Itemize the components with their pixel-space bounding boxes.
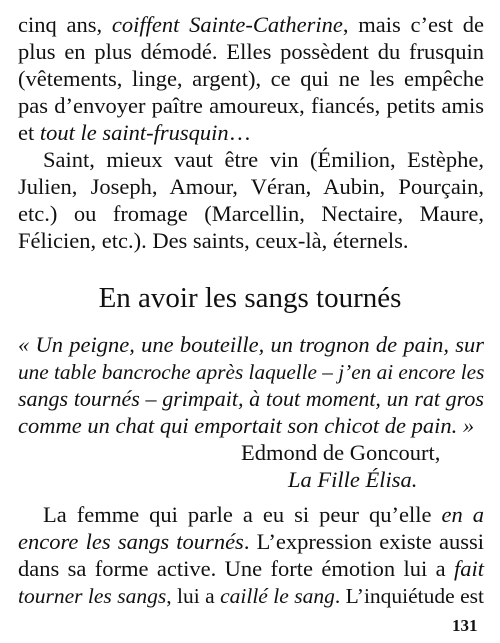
page-number: 131 [452, 616, 478, 635]
section-heading: En avoir les sangs tournés [98, 282, 402, 314]
quote-line: sangs tournés – grimpait, à tout moment, un rat gros [18, 386, 484, 411]
text-line: Julien, Joseph, Amour, Véran, Aubin, Pourçain, [18, 174, 484, 199]
text-line: Saint, mieux vaut être vin (Émilion, Estèphe, [43, 147, 484, 172]
quote-line: une table bancroche après laquelle – j’en ai encore les [18, 360, 485, 384]
quote-work: La Fille Élisa. [288, 467, 418, 492]
quote-line: « Un peigne, une bouteille, un trognon de pain, sur [18, 332, 484, 357]
text-line: pas d’envoyer paître amoureux, fiancés, petits amis [18, 93, 484, 118]
text-line: tourner les sangs, lui a caillé le sang. L’inquiétude est [18, 584, 484, 608]
text-line: Félicien, etc.). Des saints, ceux-là, éternels. [18, 228, 409, 253]
text-line: encore les sangs tournés. L’expression existe aussi [18, 529, 484, 554]
quote-line: comme un chat qui emportait son chicot de pain. » [18, 413, 475, 438]
text-line: plus en plus démodé. Elles possèdent du frusquin [18, 39, 484, 64]
text-line: et tout le saint-frusquin… [18, 120, 252, 145]
quote-author: Edmond de Goncourt, [241, 440, 441, 465]
text-line: La femme qui parle a eu si peur qu’elle en a [43, 502, 484, 527]
text-line: (vêtements, linge, argent), ce qui ne les empêche [18, 66, 484, 91]
text-line: cinq ans, coiffent Sainte-Catherine, mais c’est de [18, 12, 484, 37]
text-line: etc.) ou fromage (Marcellin, Nectaire, Maure, [18, 201, 484, 226]
text-line: dans sa forme active. Une forte émotion lui a fait [18, 556, 484, 581]
